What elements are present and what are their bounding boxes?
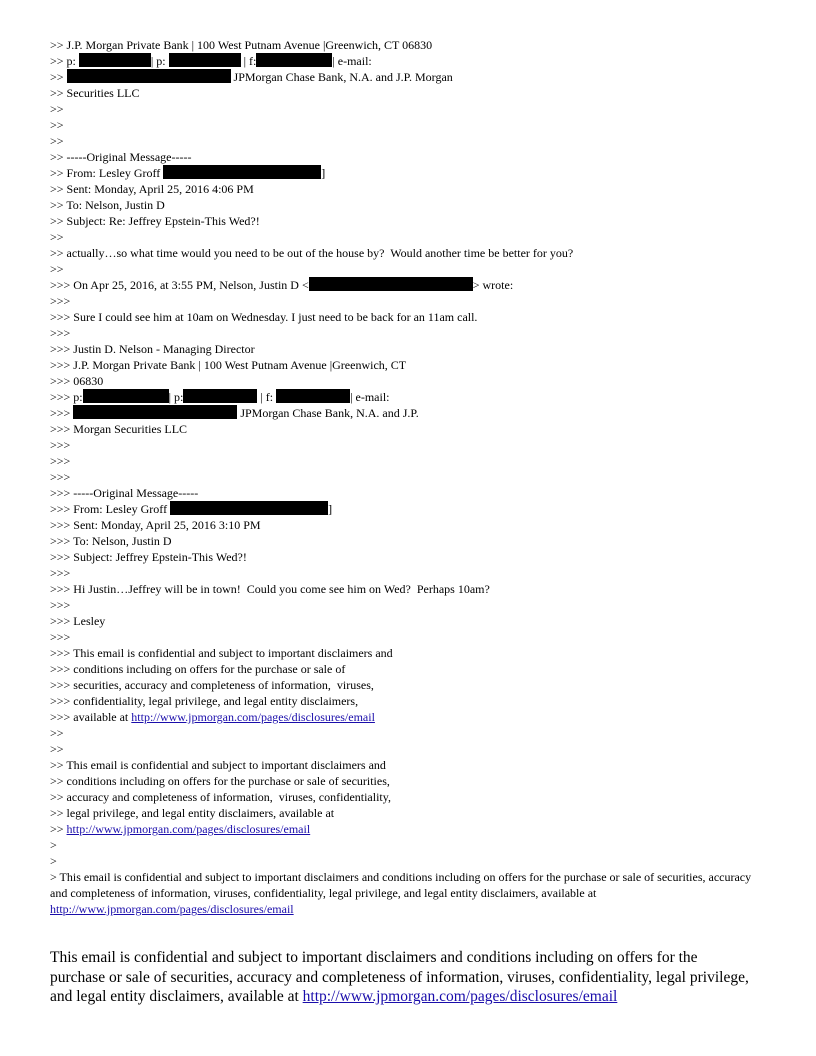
disclosures-link[interactable]: http://www.jpmorgan.com/pages/disclosures/email [50,902,294,916]
text-line: >> Sent: Monday, April 25, 2016 4:06 PM [50,182,254,196]
text-line: >> [50,134,64,148]
text-line: >> J.P. Morgan Private Bank | 100 West Putnam Avenue |Greenwich, CT 06830 [50,38,433,52]
text-line: >> [50,102,64,116]
text-line: >>> [50,630,71,644]
disclaimer-paragraph: > This email is confidential and subject to important disclaimers and conditions including on offers for the purchase or sale of securities, accuracy and completeness of information, viruses, confidentiality, legal privilege, and legal entity disclaimers, available at http://www.jpmorgan.com/pages/disclosures/email [50,870,752,916]
text-line: > [50,838,57,852]
text-line: >> legal privilege, and legal entity disclaimers, available at [50,806,335,820]
text-line: >>> [50,598,71,612]
text-line: >> [50,262,64,276]
text-line: >> Subject: Re: Jeffrey Epstein-This Wed?! [50,214,260,228]
text-line: >>> [50,566,71,580]
text-line: >>> Sent: Monday, April 25, 2016 3:10 PM [50,518,261,532]
text-line: >> -----Original Message----- [50,150,192,164]
text-line: >> actually…so what time would you need to be out of the house by? Would another time be better for you? [50,246,574,260]
text-line: >>> [50,438,71,452]
contact-line: >> JPMorgan Chase Bank, N.A. and J.P. Morgan [50,70,453,84]
text-line: >> Securities LLC [50,86,140,100]
text-line: >>> Subject: Jeffrey Epstein-This Wed?! [50,550,247,564]
text-line: >>> [50,454,71,468]
redaction-bar [73,405,237,419]
contact-line: >>> JPMorgan Chase Bank, N.A. and J.P. [50,406,419,420]
text-line: >> conditions including on offers for the purchase or sale of securities, [50,774,390,788]
from-line: >>> From: Lesley Groff ] [50,502,333,516]
text-line: >> [50,230,64,244]
text-line: >>> J.P. Morgan Private Bank | 100 West Putnam Avenue |Greenwich, CT [50,358,407,372]
text-line: >>> available at http://www.jpmorgan.com/pages/disclosures/email [50,710,375,724]
text-line: >> accuracy and completeness of information, viruses, confidentiality, [50,790,391,804]
text-line: >> [50,118,64,132]
text-line: > [50,854,57,868]
from-line: >> From: Lesley Groff ] [50,166,326,180]
contact-line: >> p: | p: | f: | e-mail: [50,54,372,68]
redaction-bar [169,53,241,67]
text-line: >> http://www.jpmorgan.com/pages/disclosures/email [50,822,311,836]
redaction-bar [79,53,151,67]
text-line: >>> [50,294,71,308]
text-line: >>> To: Nelson, Justin D [50,534,172,548]
footer-disclaimer: This email is confidential and subject to important disclaimers and conditions including on offers for the purchase or sale of securities, accuracy and completeness of information, viruses, confidentiality, legal privilege, and legal entity disclaimers, available at http://www.jpmorgan.com/pages/disclosures/email [50,949,749,1005]
text-line: >>> Morgan Securities LLC [50,422,188,436]
wrote-line: >>> On Apr 25, 2016, at 3:55 PM, Nelson, Justin D < > wrote: [50,278,514,292]
redaction-bar [83,389,169,403]
text-line: >>> Lesley [50,614,106,628]
text-line: >>> [50,326,71,340]
text-line: >> [50,742,64,756]
text-line: >>> Sure I could see him at 10am on Wednesday. I just need to be back for an 11am call. [50,310,478,324]
text-line: >> [50,726,64,740]
text-line: >>> This email is confidential and subject to important disclaimers and [50,646,393,660]
text-line: >> This email is confidential and subject to important disclaimers and [50,758,386,772]
text-line: >>> Hi Justin…Jeffrey will be in town! Could you come see him on Wed? Perhaps 10am? [50,582,490,596]
text-line: >>> securities, accuracy and completeness of information, viruses, [50,678,374,692]
contact-line: >>> p: | p: | f: | e-mail: [50,390,390,404]
text-line: >> To: Nelson, Justin D [50,198,165,212]
text-line: >>> 06830 [50,374,104,388]
redaction-bar [163,165,321,179]
disclosures-link[interactable]: http://www.jpmorgan.com/pages/disclosures/email [66,822,311,836]
text-line: >>> conditions including on offers for the purchase or sale of [50,662,346,676]
redaction-bar [276,389,350,403]
text-line: >>> confidentiality, legal privilege, and legal entity disclaimers, [50,694,359,708]
redaction-bar [309,277,473,291]
email-thread [50,37,766,917]
text-line: >>> Justin D. Nelson - Managing Director [50,342,255,356]
redaction-bar [170,501,328,515]
redaction-bar [183,389,257,403]
footer-disclosures-link[interactable]: http://www.jpmorgan.com/pages/disclosures/email [302,988,618,1005]
redaction-bar [256,53,332,67]
disclosures-link[interactable]: http://www.jpmorgan.com/pages/disclosures/email [131,710,375,724]
text-line: >>> -----Original Message----- [50,486,199,500]
redaction-bar [67,69,231,83]
text-line: >>> [50,470,71,484]
